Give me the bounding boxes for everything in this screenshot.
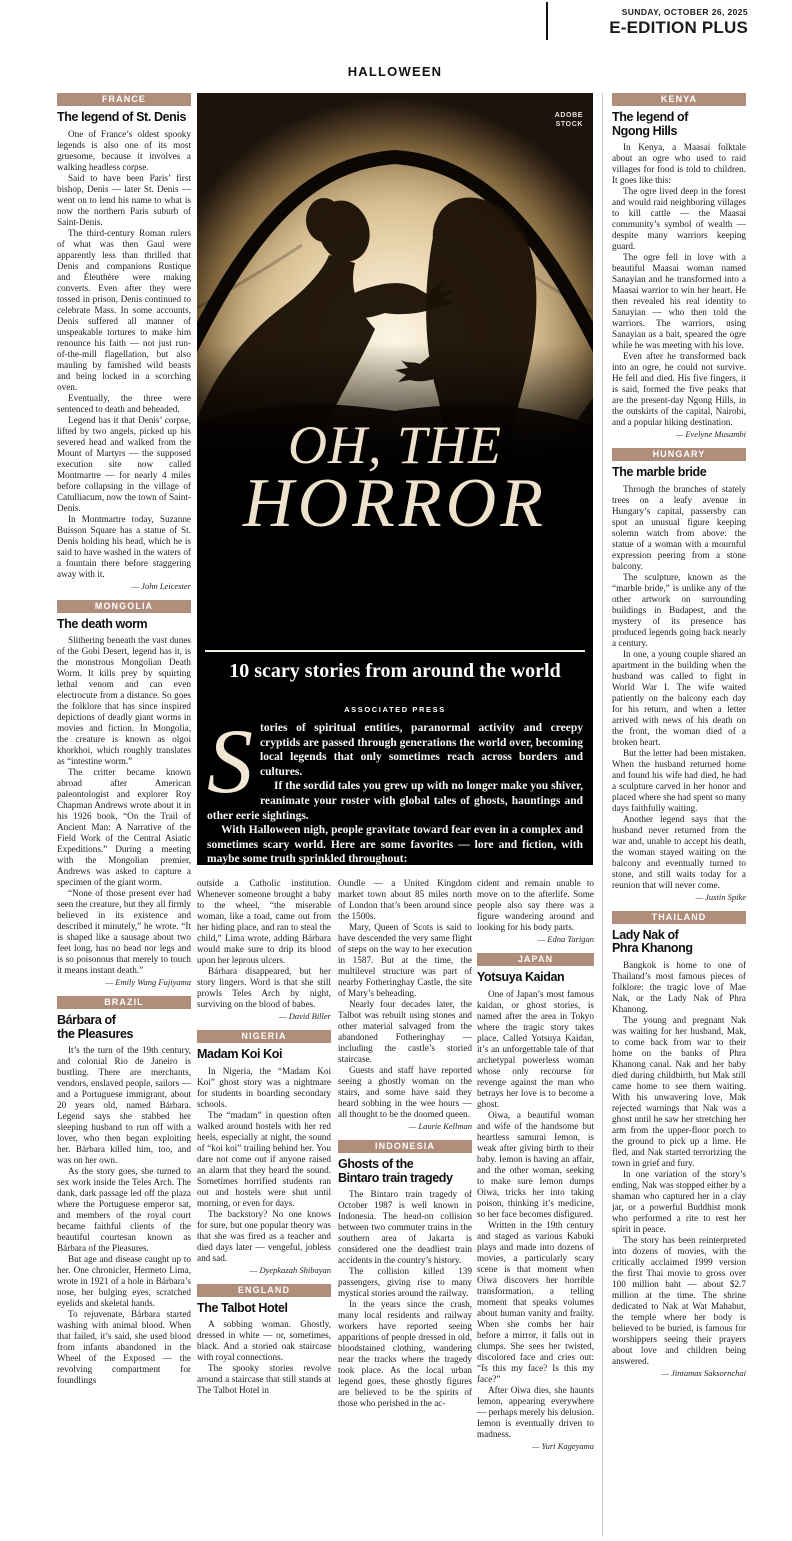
story-paragraph: cident and remain unable to move on to the afterlife. Some people also say there was a figure wandering around and looking for his body parts.: [477, 878, 594, 932]
story-byline: — Yuri Kageyama: [531, 1440, 594, 1451]
story-paragraph: The backstory? No one knows for sure, but one popular theory was that she was fired as a teacher and died days later — vengeful, jobless and sad.: [197, 1208, 331, 1263]
story-paragraph: The critter became known abroad after American paleontologist and explorer Roy Chapman Andrews wrote about it in his 1926 book, “On the Trail of Ancient Man: A Narrative of the Field Work of the Central Asiatic Expeditions.” During a meeting with the Mongolian premier, Andrews was asked to capture a specimen of the giant worm.: [57, 767, 191, 887]
column-england-indonesia: [338, 878, 472, 1541]
story-paragraph: In one variation of the story’s ending, Nak was stopped either by a shaman who captured her in a clay jar, or a powerful Buddhist monk who performed a rite to rest her spirit in peace.: [612, 1168, 746, 1234]
photo-credit-line: ADOBE: [554, 112, 583, 119]
feature-wire-byline: ASSOCIATED PRESS: [344, 705, 446, 714]
story-paragraph: As the story goes, she turned to sex work inside the Teles Arch. The dank, dark passage led off the plaza where the Portuguese emperor sat, and members of the royal court became faithful clients of the beautiful courtesan known as Bárbara of the Pleasures.: [57, 1166, 191, 1253]
story-paragraph: The ogre fell in love with a beautiful Maasai woman named Sanayian and he transformed into a Maasai warrior to win her heart. He then revealed his real identity to Sanayian — who then told the warriors. The warriors, using Sanayian as a bait, speared the ogre while he was meeting with his love.: [612, 252, 746, 350]
section-label: INDONESIA: [338, 1140, 472, 1153]
story-headline: Bárbara of the Pleasures: [57, 1013, 134, 1041]
story-paragraph: The story has been reinterpreted into dozens of movies, with the critically acclaimed 1999 version the first Thai movie to gross over 100 million baht — about $2.7 million at the time. The shrine dedicated to Nak at Wat Mahabut, the temple where her body is believed to be buried, is famous for worshippers seeing their prayers about love and children being answered.: [612, 1234, 746, 1366]
column-kenya-hungary-thailand: [612, 93, 746, 1541]
story-headline: The legend of St. Denis: [57, 110, 187, 124]
story-byline: — Edna Tarigan: [537, 934, 594, 944]
story-paragraph: outside a Catholic institution. Whenever someone brought a baby to the wheel, “the miserable woman, like a toad, came out from her hiding place, and ran to steal the child,” Lima wrote, adding Bárbara would make sure to drip its blood upon her leprous ulcers.: [197, 878, 331, 965]
story-paragraph: In the years since the crash, many local residents and railway workers have reported seeing apparitions of people dressed in old, bloodstained clothing, wandering near the tracks where the tragedy took place. As the local urban legend goes, these ghostly figures are believed to be the spirits of those who perished in the ac-: [338, 1299, 472, 1408]
feature-block: [197, 93, 593, 865]
section-label: NIGERIA: [197, 1030, 331, 1043]
page-title: HALLOWEEN: [347, 64, 443, 79]
story-byline: — Jintamas Saksornchai: [661, 1367, 746, 1378]
intro-paragraph: With Halloween nigh, people gravitate toward fear even in a complex and sometimes scary world. Here are some favorites — lore and fiction, with maybe some truth sprinkled throughout:: [207, 824, 583, 865]
story-paragraph: It’s the turn of the 19th century, and colonial Rio de Janeiro is bustling. There are merchants, vendors, enslaved people, sailors — and a Portuguese immigrant, about 20 years old, named Bárbara. Legend says she stabbed her sleeping husband to run off with a lover, who then began exploiting her. Bárbara killed him, too, and was on her own.: [57, 1045, 191, 1165]
story-paragraph: The young and pregnant Nak was waiting for her husband, Mak, to come back from war to their home on the banks of Phra Khanong canal. Nak and her baby died during childbirth, but Mak still came home to see them waiting. With his unwavering love, Mak rejected warnings that Nak was a ghost until he saw her stretching her arm from the upper-floor porch to the ground to pick up a lime. He fled, and Nak started terrorizing the town in grief and fury.: [612, 1014, 746, 1168]
section-label: THAILAND: [612, 911, 746, 924]
feature-divider: [205, 650, 585, 652]
story-byline: — Justin Spike: [695, 891, 746, 902]
story-byline: — Emily Wang Fujiyama: [105, 977, 191, 987]
story-paragraph: Oundle — a United Kingdom market town about 85 miles north of London that’s been around since the 1500s.: [338, 878, 472, 921]
story-paragraph: The ogre lived deep in the forest and would raid neighboring villages to kill cattle — the Maasai community’s symbol of wealth — despite many warriors keeping guard.: [612, 186, 746, 251]
story-paragraph: The third-century Roman rulers of what was then Gaul were apparently less than thrilled that Denis and companions Rustique and Éleuthère were making converts. Even after they were tossed in prison, Denis continued to celebrate Mass. In some accounts, Denis suffered all manner of unspeakable tortures to make him renounce his faith — not just run-of-the-mill flagellation, but also mauling by famished wild beasts and being locked in a scorching oven.: [57, 227, 191, 392]
story-headline: The marble bride: [612, 465, 707, 479]
story-paragraph: The spooky stories revolve around a staircase that still stands at The Talbot Hotel in: [197, 1363, 331, 1395]
story-byline: — John Leicester: [131, 580, 191, 591]
story-headline: Yotsuya Kaidan: [477, 970, 565, 984]
masthead-divider: [546, 2, 548, 40]
intro-paragraph: If the sordid tales you grew up with no longer make you shiver, reanimate your roster with global tales of ghosts, hauntings and other eerie sightings.: [207, 780, 583, 822]
masthead-edition: E-EDITION PLUS: [609, 18, 748, 37]
story-paragraph: But the letter had been mistaken. When the husband returned home and found his wife had died, he had a sculpture carved in her honor and placed where she had spent so many days faithfully waiting.: [612, 747, 746, 813]
story-paragraph: In one, a young couple shared an apartment in the building when the husband was called to fight in World War I. The wife waited patiently on the balcony each day for his return, and when a letter arrived with news of his death on the front, the woman died of a broken heart.: [612, 648, 746, 747]
feature-subtitle: 10 scary stories from around the world: [229, 660, 561, 682]
section-label: ENGLAND: [197, 1284, 331, 1297]
column-indonesia-japan: [477, 878, 594, 1541]
story-paragraph: Said to have been Paris’ first bishop, Denis — later St. Denis — went on to lend his name to what is now the northern Paris suburb of Saint-Denis.: [57, 172, 191, 227]
story-paragraph: The collision killed 139 passengers, giving rise to many mystical stories around the railway.: [338, 1266, 472, 1298]
feature-title: [197, 415, 593, 542]
section-label: KENYA: [612, 93, 746, 106]
story-paragraph: Oiwa, a beautiful woman and wife of the handsome but heartless samurai Iemon, is weak after giving birth to their baby. Iemon is having an affair, and the other woman, seeking to make sure Iemon dumps Oiwa, tricks her into taking poison, thinking it’s medicine, so her face becomes disfigured.: [477, 1109, 594, 1219]
story-paragraph: Slithering beneath the vast dunes of the Gobi Desert, legend has it, is the monstrous Mongolian Death Worm. It kills prey by squirting lethal venom and can even electrocute from a distance. So goes the folklore that has since inspired depictions of deadly giant worms in movies and fiction. In Mongolia, the creature is known as olgoi khorkhoi, which roughly translates as “intestine worm.”: [57, 635, 191, 766]
story-paragraph: In Kenya, a Maasai folktale about an ogre who used to raid villages for food is told to children. It goes like this:: [612, 142, 746, 185]
section-label: MONGOLIA: [57, 600, 191, 613]
story-headline: Ghosts of the Bintaro train tragedy: [338, 1157, 453, 1185]
section-label: JAPAN: [477, 953, 594, 966]
section-label: HUNGARY: [612, 448, 746, 461]
story-headline: The Talbot Hotel: [197, 1300, 288, 1315]
column-france-mongolia-brazil: [57, 93, 191, 1541]
story-byline: — Laurie Kellman: [408, 1121, 472, 1131]
column-brazil-nigeria-england: [197, 878, 331, 1541]
photo-credit: [555, 111, 583, 129]
story-paragraph: A sobbing woman. Ghostly, dressed in white — or, sometimes, black. And a storied oak staircase with royal connections.: [197, 1319, 331, 1362]
section-label: FRANCE: [57, 93, 191, 106]
masthead: [609, 7, 748, 37]
story-paragraph: In Nigeria, the “Madam Koi Koi” ghost story was a nightmare for students in boarding secondary schools.: [197, 1065, 331, 1109]
story-paragraph: One of Japan’s most famous kaidan, or ghost stories, is named after the area in Tokyo where the tragic story takes place. Called Yotsuya Kaidan, it’s an unforgettable tale of that archetypal powerless woman whose only recourse for revenge against the man who betrays her love is to become a ghost.: [477, 988, 594, 1109]
feature-intro: [207, 710, 583, 865]
story-paragraph: The Bintaro train tragedy of October 1987 is well known in Indonesia. The head-on collision between two commuter trains in the southern area of Jakarta is considered one the deadliest train accidents in the country’s history.: [338, 1189, 472, 1265]
masthead-date: SUNDAY, OCTOBER 26, 2025: [621, 7, 748, 17]
story-paragraph: Through the branches of stately trees on a leafy avenue in Hungary’s capital, passersby can spot an unusual figure keeping solemn watch from above: the statue of a woman with a mournful expression peering from a stone balcony.: [612, 483, 746, 571]
story-paragraph: Eventually, the three were sentenced to death and beheaded.: [57, 392, 191, 414]
story-paragraph: Mary, Queen of Scots is said to have descended the very same flight of steps on the way to her execution in 1587. But at the time, the multilevel structure was part of nearby Fotheringhay Castle, the site of Mary’s beheading.: [338, 922, 472, 998]
story-paragraph: Another legend says that the husband never returned from the war and, unable to accept his death, the woman stayed waiting on the balcony and eventually turned to stone, and still waits today for a reunion that will never come.: [612, 813, 746, 890]
story-paragraph: Even after he transformed back into an ogre, he could not survive. He fell and died. His five fingers, it is said, formed the five peaks that are the present-day Ngong Hills, in the outskirts of the capital, Nairobi, and a popular hiking destination.: [612, 351, 746, 427]
story-headline: Lady Nak of Phra Khanong: [612, 927, 693, 955]
story-paragraph: One of France’s oldest spooky legends is also one of its most gruesome, because it involves a walking headless corpse.: [57, 128, 191, 172]
story-paragraph: Nearly four decades later, the Talbot was rebuilt using stones and other material salvaged from the abandoned Fotheringhay — including the castle’s storied staircase.: [338, 999, 472, 1064]
shadow-puppet-photo: [197, 93, 593, 623]
story-paragraph: Guests and staff have reported seeing a ghostly woman on the stairs, and some have said they heard sobbing in the wee hours — all thought to be the doomed queen.: [338, 1065, 472, 1119]
feature-title-line1: OH, THE: [287, 415, 502, 475]
story-headline: The death worm: [57, 616, 148, 631]
feature-title-line2: HORROR: [243, 465, 547, 542]
story-byline: — Evelyne Musambi: [675, 429, 746, 439]
story-paragraph: Legend has it that Denis’ corpse, lifted by two angels, picked up his severed head and walked from the Mount of Martyrs — the supposed execution site now called Montmartre — for nearly 4 miles before collapsing in the village of Catulliacum, now the town of Saint-Denis.: [57, 414, 191, 513]
story-headline: The legend of Ngong Hills: [612, 110, 689, 138]
section-label: BRAZIL: [57, 996, 191, 1009]
story-paragraph: Written in the 19th century and staged as various Kabuki plays and made into dozens of movies, a particularly scary scene is that moment when Oiwa discovers her horrible transformation, a telling moment that speaks volumes about human vanity and frailty. When she combs her hair before a mirror, it falls out in clumps. She sees her twisted, discolored face and cries out: “Is this my face? Is this my face?”: [477, 1219, 594, 1384]
story-paragraph: After Oiwa dies, she haunts Iemon, appearing everywhere — perhaps merely his delusion. Iemon is eventually driven to madness.: [477, 1384, 594, 1439]
story-paragraph: The “madam” in question often walked around hostels with her red heels, especially at night, the sound of “koi koi” trailing behind her. You dare not come out if anyone raised an alarm that they heard the sound. Sometimes horrified students ran out and hostels were shut until morning, or even for days.: [197, 1109, 331, 1208]
story-byline: — Dyepkazah Shibayan: [249, 1264, 331, 1275]
story-headline: Madam Koi Koi: [197, 1047, 283, 1061]
story-paragraph: Bangkok is home to one of Thailand’s most famous pieces of folklore: the tragic love of Mae Nak, or the Lady Nak of Phra Khanong.: [612, 959, 746, 1014]
photo-credit-line: STOCK: [555, 121, 583, 128]
story-paragraph: To rejuvenate, Bárbara started washing with animal blood. When that failed, it’s said, she used blood from infants abandoned in the Wheel of the Exposed — the revolving compartment for foundlings: [57, 1309, 191, 1385]
intro-paragraph: tories of spiritual entities, paranormal activity and creepy cryptids are passed through generations the world over, becoming local legends that only sometimes reach across borders and cultures.: [260, 722, 583, 778]
story-byline: — David Biller: [279, 1011, 331, 1021]
story-paragraph: In Montmartre today, Suzanne Buisson Square has a statue of St. Denis holding his head, which he is said to have washed in the waters of a fountain there before staggering away with it.: [57, 513, 191, 579]
story-paragraph: But age and disease caught up to her. One chronicler, Hermeto Lima, wrote in 1921 of a hole in Bárbara’s nose, her bulging eyes, scratched eyelids and skeletal hands.: [57, 1254, 191, 1308]
story-paragraph: The sculpture, known as the “marble bride,” is unlike any of the other artwork on surrounding buildings in Budapest, and the mystery of its presence has produced legends going back nearly a century.: [612, 571, 746, 648]
column-divider: [602, 93, 603, 1537]
story-paragraph: “None of those present ever had seen the creature, but they all firmly believed in its existence and described it minutely,” he wrote. “It is shaped like a sausage about two feet long, has no head nor legs and is so poisonous that merely to touch it means instant death.”: [57, 888, 191, 975]
drop-cap: S: [207, 710, 253, 812]
story-paragraph: Bárbara disappeared, but her story lingers. Word is that she still prowls Teles Arch by night, surviving on the blood of babes.: [197, 966, 331, 1009]
